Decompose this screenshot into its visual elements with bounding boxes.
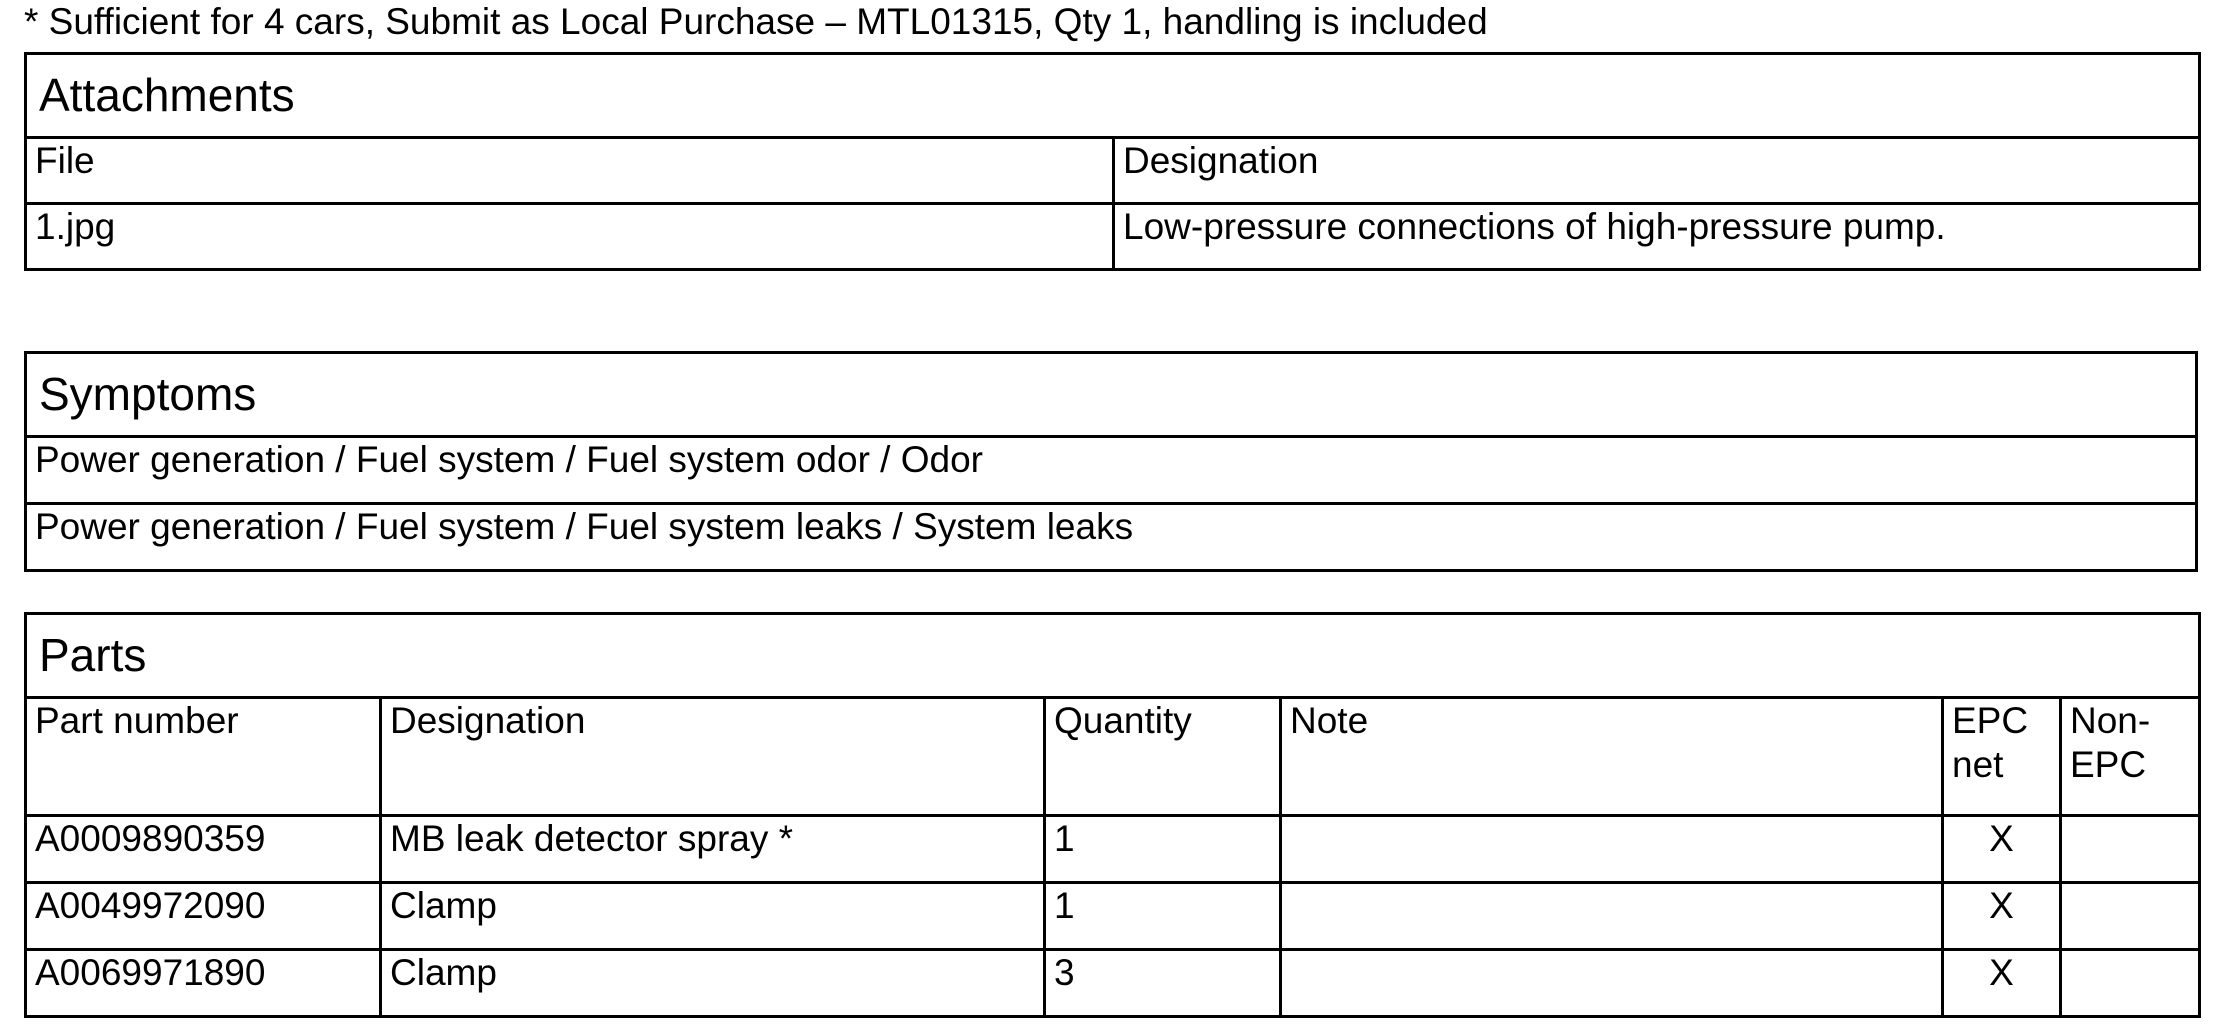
symptoms-table [24,351,2198,572]
table-row [26,204,2200,270]
part-quantity-cell: 1 [1045,816,1281,883]
parts-header-note: Note [1281,698,1943,816]
part-non-epc-cell [2061,950,2200,1017]
attachments-title-row [26,54,2200,138]
parts-title: Parts [26,614,2200,698]
parts-header-row [26,698,2200,816]
part-epc-net-cell: X [1943,950,2061,1017]
part-note-cell [1281,950,1943,1017]
parts-header-non-epc: Non-EPC [2061,698,2200,816]
table-row [26,437,2197,504]
part-note-cell [1281,816,1943,883]
parts-title-row [26,614,2200,698]
part-designation-cell: Clamp [381,950,1045,1017]
part-number-cell: A0009890359 [26,816,381,883]
part-designation-cell: MB leak detector spray * [381,816,1045,883]
part-quantity-cell: 1 [1045,883,1281,950]
attachments-table [24,52,2201,271]
parts-header-quantity: Quantity [1045,698,1281,816]
table-row [26,883,2200,950]
attachments-title: Attachments [26,54,2200,138]
attachments-header-file: File [26,138,1114,204]
table-row [26,950,2200,1017]
part-non-epc-cell [2061,816,2200,883]
part-number-cell: A0069971890 [26,950,381,1017]
attachments-header-row [26,138,2200,204]
parts-header-designation: Designation [381,698,1045,816]
parts-table [24,612,2201,1018]
part-epc-net-cell: X [1943,883,2061,950]
attachments-header-designation: Designation [1114,138,2200,204]
symptom-cell: Power generation / Fuel system / Fuel system odor / Odor [26,437,2197,504]
part-note-cell [1281,883,1943,950]
table-row [26,504,2197,571]
part-epc-net-cell: X [1943,816,2061,883]
part-designation-cell: Clamp [381,883,1045,950]
part-non-epc-cell [2061,883,2200,950]
symptoms-title: Symptoms [26,353,2197,437]
symptom-cell: Power generation / Fuel system / Fuel system leaks / System leaks [26,504,2197,571]
symptoms-title-row [26,353,2197,437]
part-quantity-cell: 3 [1045,950,1281,1017]
attachment-designation-cell: Low-pressure connections of high-pressure pump. [1114,204,2200,270]
attachment-file-cell: 1.jpg [26,204,1114,270]
parts-header-part-number: Part number [26,698,381,816]
table-row [26,816,2200,883]
parts-header-epc-net: EPC net [1943,698,2061,816]
part-number-cell: A0049972090 [26,883,381,950]
footnote-text: * Sufficient for 4 cars, Submit as Local Purchase – MTL01315, Qty 1, handling is included [24,1,1488,42]
